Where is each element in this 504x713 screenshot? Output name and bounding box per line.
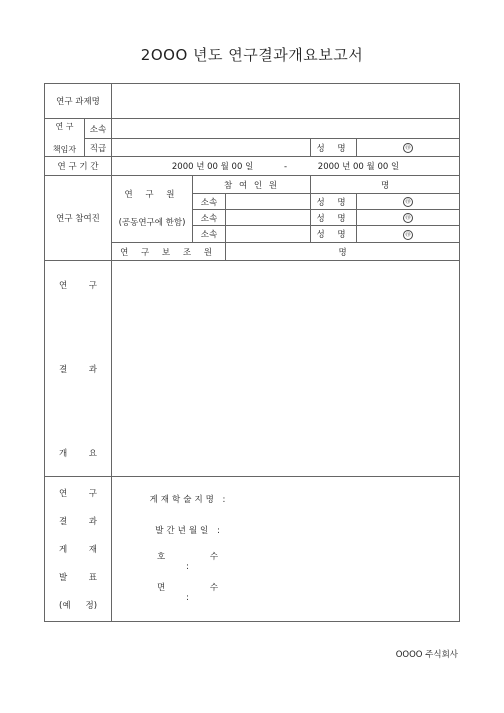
publication-label: 연 구 결 과 게 재 발 표 (예 정) [45,477,112,622]
name-label: 성 명 [311,139,357,157]
summary-label: 연 구 결 과 개 요 [45,261,112,477]
assistant-label: 연 구 보 조 원 [112,243,226,261]
affiliation-value[interactable] [112,119,460,139]
researcher-note: (공동연구에 한함) [118,218,186,228]
member-affiliation-label: 소속 [193,226,226,243]
position-label: 직급 [85,139,112,157]
position-value[interactable] [112,139,311,157]
period-from: 2000 년 00 월 00 일 [171,162,254,172]
responsible-label-top: 연 구 [55,121,74,131]
page-count-label: 면 수 : [156,582,222,603]
member-affiliation-value[interactable] [226,194,311,210]
project-title-label: 연구 과제명 [45,84,112,119]
member-affiliation-label: 소속 [193,210,226,226]
document-title: 2OOO 년도 연구결과개요보고서 [140,46,364,64]
member-signature-field[interactable] [357,226,460,243]
seal-icon: ㊞ [403,143,413,153]
member-name-label: 성 명 [311,210,357,226]
member-signature-field[interactable] [357,194,460,210]
journal-name-label: 게재학술지명 : [149,494,229,505]
member-name-label: 성 명 [311,194,357,210]
period-value[interactable] [112,157,460,176]
affiliation-label: 소속 [85,119,112,139]
publication-content[interactable] [112,477,460,622]
seal-icon: ㊞ [403,213,413,223]
count-unit: 명 [380,180,390,191]
member-signature-field[interactable] [357,210,460,226]
publish-date-label: 발간년월일 : [155,525,223,536]
member-affiliation-value[interactable] [226,210,311,226]
member-affiliation-label: 소속 [193,194,226,210]
participants-count-value[interactable] [311,176,460,194]
member-name-label: 성 명 [311,226,357,243]
member-affiliation-value[interactable] [226,226,311,243]
signature-field[interactable] [357,139,460,157]
report-form [44,83,460,622]
period-dash: - [284,162,288,172]
issue-number-label: 호 수 : [156,551,222,572]
count-unit: 명 [338,247,347,258]
project-title-value[interactable] [112,84,460,119]
period-label: 연 구 기 간 [45,157,112,176]
seal-icon: ㊞ [403,197,413,207]
participants-label: 연구 참여진 [45,176,112,261]
seal-icon: ㊞ [403,230,413,240]
responsible-label-bottom: 책임자 [52,144,77,154]
summary-content[interactable] [112,261,460,477]
participants-count-label: 참 여 인 원 [193,176,311,194]
company-name: OOOO 주식회사 [395,650,458,660]
researcher-label: 연 구 원 [124,190,180,200]
period-to: 2000 년 00 월 00 일 [317,162,400,172]
assistant-count-value[interactable] [226,243,460,261]
